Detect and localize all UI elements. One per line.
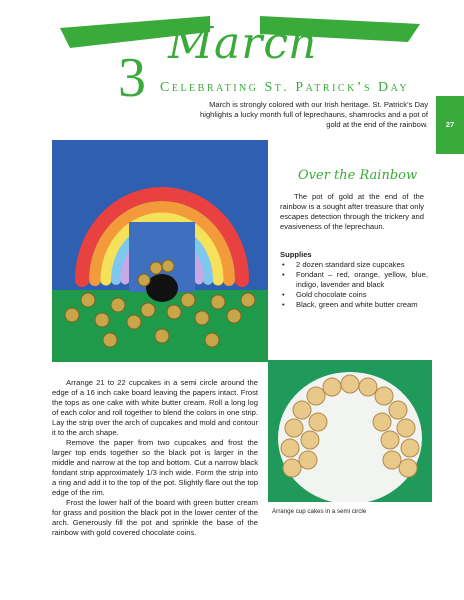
supplies-item: • 2 dozen standard size cupcakes bbox=[280, 260, 428, 270]
recipe-instructions bbox=[52, 378, 258, 538]
instruction-paragraph: Arrange 21 to 22 cupcakes in a semi circle around the edge of a 16 inch cake board leaving the papers intact. Frost the tops as one cake with white butter cream. Roll a long log of each color and roll together to blend the colors in one strip. Lay the strip over the arch of cupcakes and mold and contour it to the arch shape. bbox=[52, 378, 258, 437]
cupcake-arch-photo bbox=[268, 360, 432, 502]
photo-caption: Arrange cup cakes in a semi circle bbox=[272, 508, 367, 515]
cupcake-arch-illustration bbox=[268, 360, 432, 502]
recipe-description: The pot of gold at the end of the rainbow is a sought after treasure that only escapes detection through the trickery and evasiveness of the leprechaun. bbox=[280, 192, 424, 231]
chapter-number: 3 bbox=[118, 47, 146, 109]
rainbow-cake-illustration bbox=[52, 140, 268, 362]
chapter-subtitle: Celebrating St. Patrick’s Day bbox=[160, 80, 410, 95]
supplies-list bbox=[280, 260, 428, 310]
supplies-heading: Supplies bbox=[280, 250, 312, 259]
supplies-item: • Gold chocolate coins bbox=[280, 290, 428, 300]
intro-paragraph: March is strongly colored with our Irish heritage. St. Patrick’s Day highlights a lucky month full of leprechauns, shamrocks and a pot of gold at the end of the rainbow. bbox=[200, 100, 428, 129]
rainbow-cake-photo bbox=[52, 140, 268, 362]
supplies-item: • Black, green and white butter cream bbox=[280, 300, 428, 310]
instruction-paragraph: Frost the lower half of the board with green butter cream for grass and position the black pot in the lower center of the arch. Generously fill the pot and sprinkle the base of the rainbow with gold covered chocolate coins. bbox=[52, 498, 258, 537]
page-number: 27 bbox=[445, 120, 455, 129]
instruction-paragraph: Remove the paper from two cupcakes and frost the larger top ends together so the black pot is larger in the middle and narrow at the top and bottom. Cut a narrow black fondant strip approximately 1/3 inch wide. Form the strip into a ring and add it to the top of the pot. Slightly flare out the top edge of the rim. bbox=[52, 438, 258, 497]
recipe-title: Over the Rainbow bbox=[298, 168, 418, 183]
supplies-item: • Fondant – red, orange, yellow, blue, indigo, lavender and black bbox=[280, 270, 428, 290]
chapter-month: March bbox=[168, 18, 319, 69]
